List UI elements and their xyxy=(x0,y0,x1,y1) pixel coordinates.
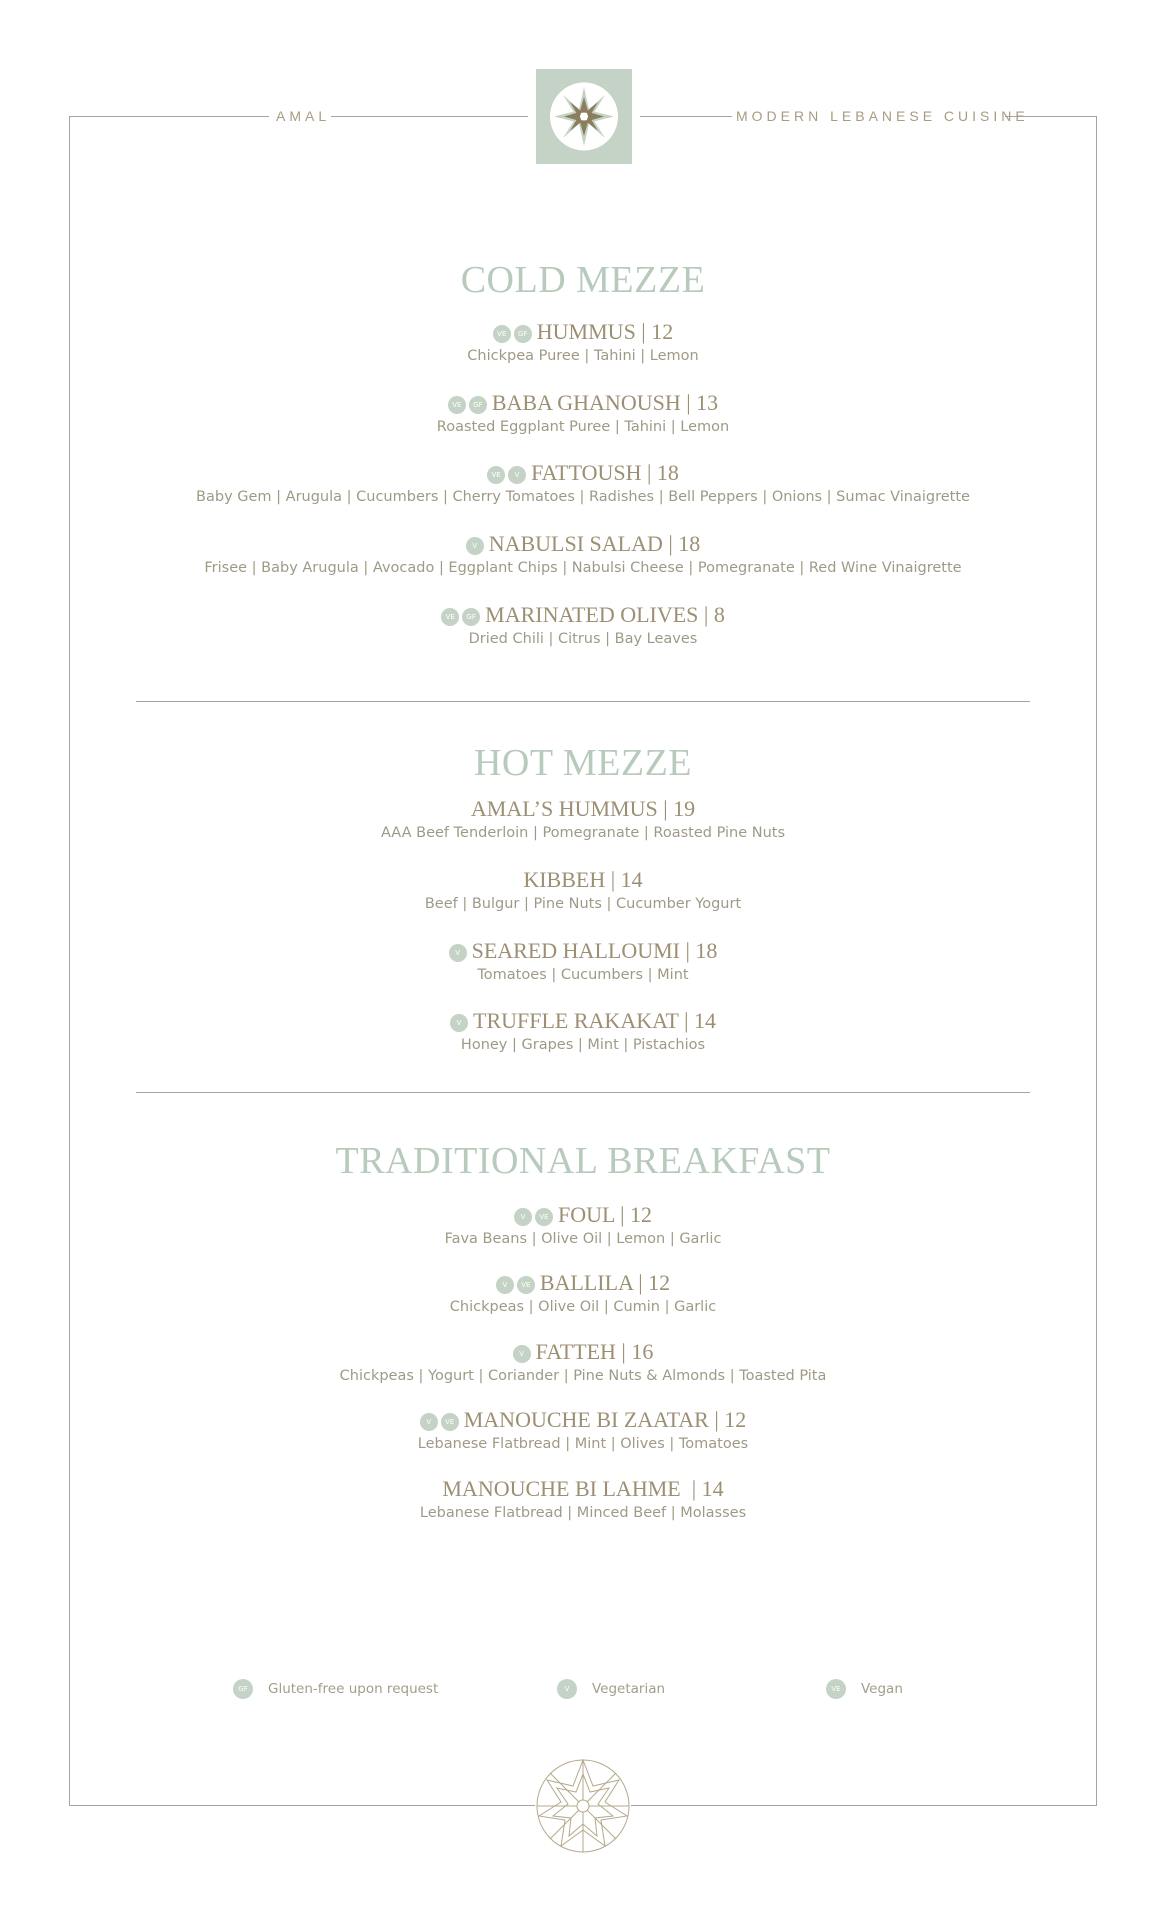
item-name: FOUL | 12 xyxy=(557,1202,653,1227)
section-title-hot-mezze: HOT MEZZE xyxy=(473,742,693,784)
menu-item-truffle-rakakat xyxy=(0,1008,1166,1055)
item-description: AAA Beef Tenderloin | Pomegranate | Roasted Pine Nuts xyxy=(380,825,786,841)
section-title-cold-mezze: COLD MEZZE xyxy=(460,259,706,301)
item-name: BABA GHANOUSH | 13 xyxy=(491,390,719,415)
vegan-badge: VE xyxy=(535,1208,553,1226)
header-rule-left xyxy=(69,116,269,117)
menu-item-ballila xyxy=(0,1270,1166,1317)
legend-gluten-free xyxy=(233,1679,438,1699)
brand-name: AMAL xyxy=(276,108,331,124)
item-name: BALLILA | 12 xyxy=(539,1270,671,1295)
header-rule-mid-left xyxy=(331,116,528,117)
legend-vegan xyxy=(826,1679,903,1699)
menu-item-hummus xyxy=(0,319,1166,366)
section-title-traditional-breakfast: TRADITIONAL BREAKFAST xyxy=(335,1140,831,1182)
menu-item-baba-ghanoush xyxy=(0,390,1166,437)
header-rule-mid-right xyxy=(640,116,732,117)
item-name: FATTEH | 16 xyxy=(535,1339,654,1364)
item-name: NABULSI SALAD | 18 xyxy=(488,531,701,556)
item-description: Roasted Eggplant Puree | Tahini | Lemon xyxy=(436,419,730,435)
item-name: KIBBEH | 14 xyxy=(523,867,643,892)
item-name: AMAL’S HUMMUS | 19 xyxy=(470,796,696,821)
item-description: Beef | Bulgur | Pine Nuts | Cucumber Yogurt xyxy=(424,896,742,912)
vegetarian-badge: V xyxy=(496,1276,514,1294)
menu-item-amals-hummus xyxy=(0,796,1166,843)
gluten-free-badge: GF xyxy=(469,396,487,414)
top-logo xyxy=(536,69,632,164)
legend-label: Vegan xyxy=(861,1681,903,1697)
item-description: Honey | Grapes | Mint | Pistachios xyxy=(460,1037,706,1053)
star-rosette-icon xyxy=(535,1758,631,1854)
gluten-free-badge: GF xyxy=(462,608,480,626)
menu-item-seared-halloumi xyxy=(0,938,1166,985)
vegetarian-badge: V xyxy=(466,537,484,555)
vegan-badge: VE xyxy=(441,1413,459,1431)
vegan-badge: VE xyxy=(487,466,505,484)
menu-item-fattoush xyxy=(0,460,1166,507)
menu-item-fatteh xyxy=(0,1339,1166,1386)
menu-item-marinated-olives xyxy=(0,602,1166,649)
vegetarian-badge: V xyxy=(449,944,467,962)
menu-item-manouche-bi-lahme xyxy=(0,1476,1166,1523)
vegan-badge: VE xyxy=(448,396,466,414)
vegetarian-badge: V xyxy=(508,466,526,484)
item-name: MARINATED OLIVES | 8 xyxy=(485,602,725,627)
gluten-free-badge: GF xyxy=(514,325,532,343)
vegetarian-badge: V xyxy=(557,1679,577,1699)
item-description: Lebanese Flatbread | Mint | Olives | Tomatoes xyxy=(417,1436,749,1452)
item-description: Frisee | Baby Arugula | Avocado | Eggplant Chips | Nabulsi Cheese | Pomegranate | Red Wine Vinaigrette xyxy=(204,560,962,576)
item-name: SEARED HALLOUMI | 18 xyxy=(471,938,718,963)
item-description: Lebanese Flatbread | Minced Beef | Molasses xyxy=(419,1505,747,1521)
vegan-badge: VE xyxy=(826,1679,846,1699)
vegetarian-badge: V xyxy=(420,1413,438,1431)
menu-item-foul xyxy=(0,1202,1166,1249)
item-name: TRUFFLE RAKAKAT | 14 xyxy=(473,1008,716,1033)
item-name: FATTOUSH | 18 xyxy=(531,460,679,485)
flower-emblem-icon xyxy=(536,69,632,164)
legend-label: Gluten-free upon request xyxy=(268,1681,439,1697)
item-description: Chickpea Puree | Tahini | Lemon xyxy=(467,348,699,364)
item-description: Tomatoes | Cucumbers | Mint xyxy=(477,967,689,983)
item-name: HUMMUS | 12 xyxy=(536,319,674,344)
item-description: Fava Beans | Olive Oil | Lemon | Garlic xyxy=(444,1231,722,1247)
brand-tagline: MODERN LEBANESE CUISINE xyxy=(736,108,1029,124)
menu-item-nabulsi-salad xyxy=(0,531,1166,578)
vegan-badge: VE xyxy=(493,325,511,343)
item-name: MANOUCHE BI LAHME | 14 xyxy=(442,1476,724,1501)
legend-vegetarian xyxy=(557,1679,665,1699)
vegan-badge: VE xyxy=(517,1276,535,1294)
menu-item-kibbeh xyxy=(0,867,1166,914)
vegan-badge: VE xyxy=(441,608,459,626)
menu-item-manouche-bi-zaatar xyxy=(0,1407,1166,1454)
item-description: Baby Gem | Arugula | Cucumbers | Cherry Tomatoes | Radishes | Bell Peppers | Onions | Sumac Vinaigrette xyxy=(196,489,970,505)
section-divider xyxy=(136,1092,1030,1093)
legend-label: Vegetarian xyxy=(592,1681,666,1697)
section-divider xyxy=(136,701,1030,702)
vegetarian-badge: V xyxy=(514,1208,532,1226)
item-description: Chickpeas | Yogurt | Coriander | Pine Nuts & Almonds | Toasted Pita xyxy=(339,1368,827,1384)
item-description: Chickpeas | Olive Oil | Cumin | Garlic xyxy=(449,1299,717,1315)
vegetarian-badge: V xyxy=(513,1345,531,1363)
item-name: MANOUCHE BI ZAATAR | 12 xyxy=(463,1407,747,1432)
gluten-free-badge: GF xyxy=(233,1679,253,1699)
item-description: Dried Chili | Citrus | Bay Leaves xyxy=(468,631,698,647)
vegetarian-badge: V xyxy=(450,1014,468,1032)
